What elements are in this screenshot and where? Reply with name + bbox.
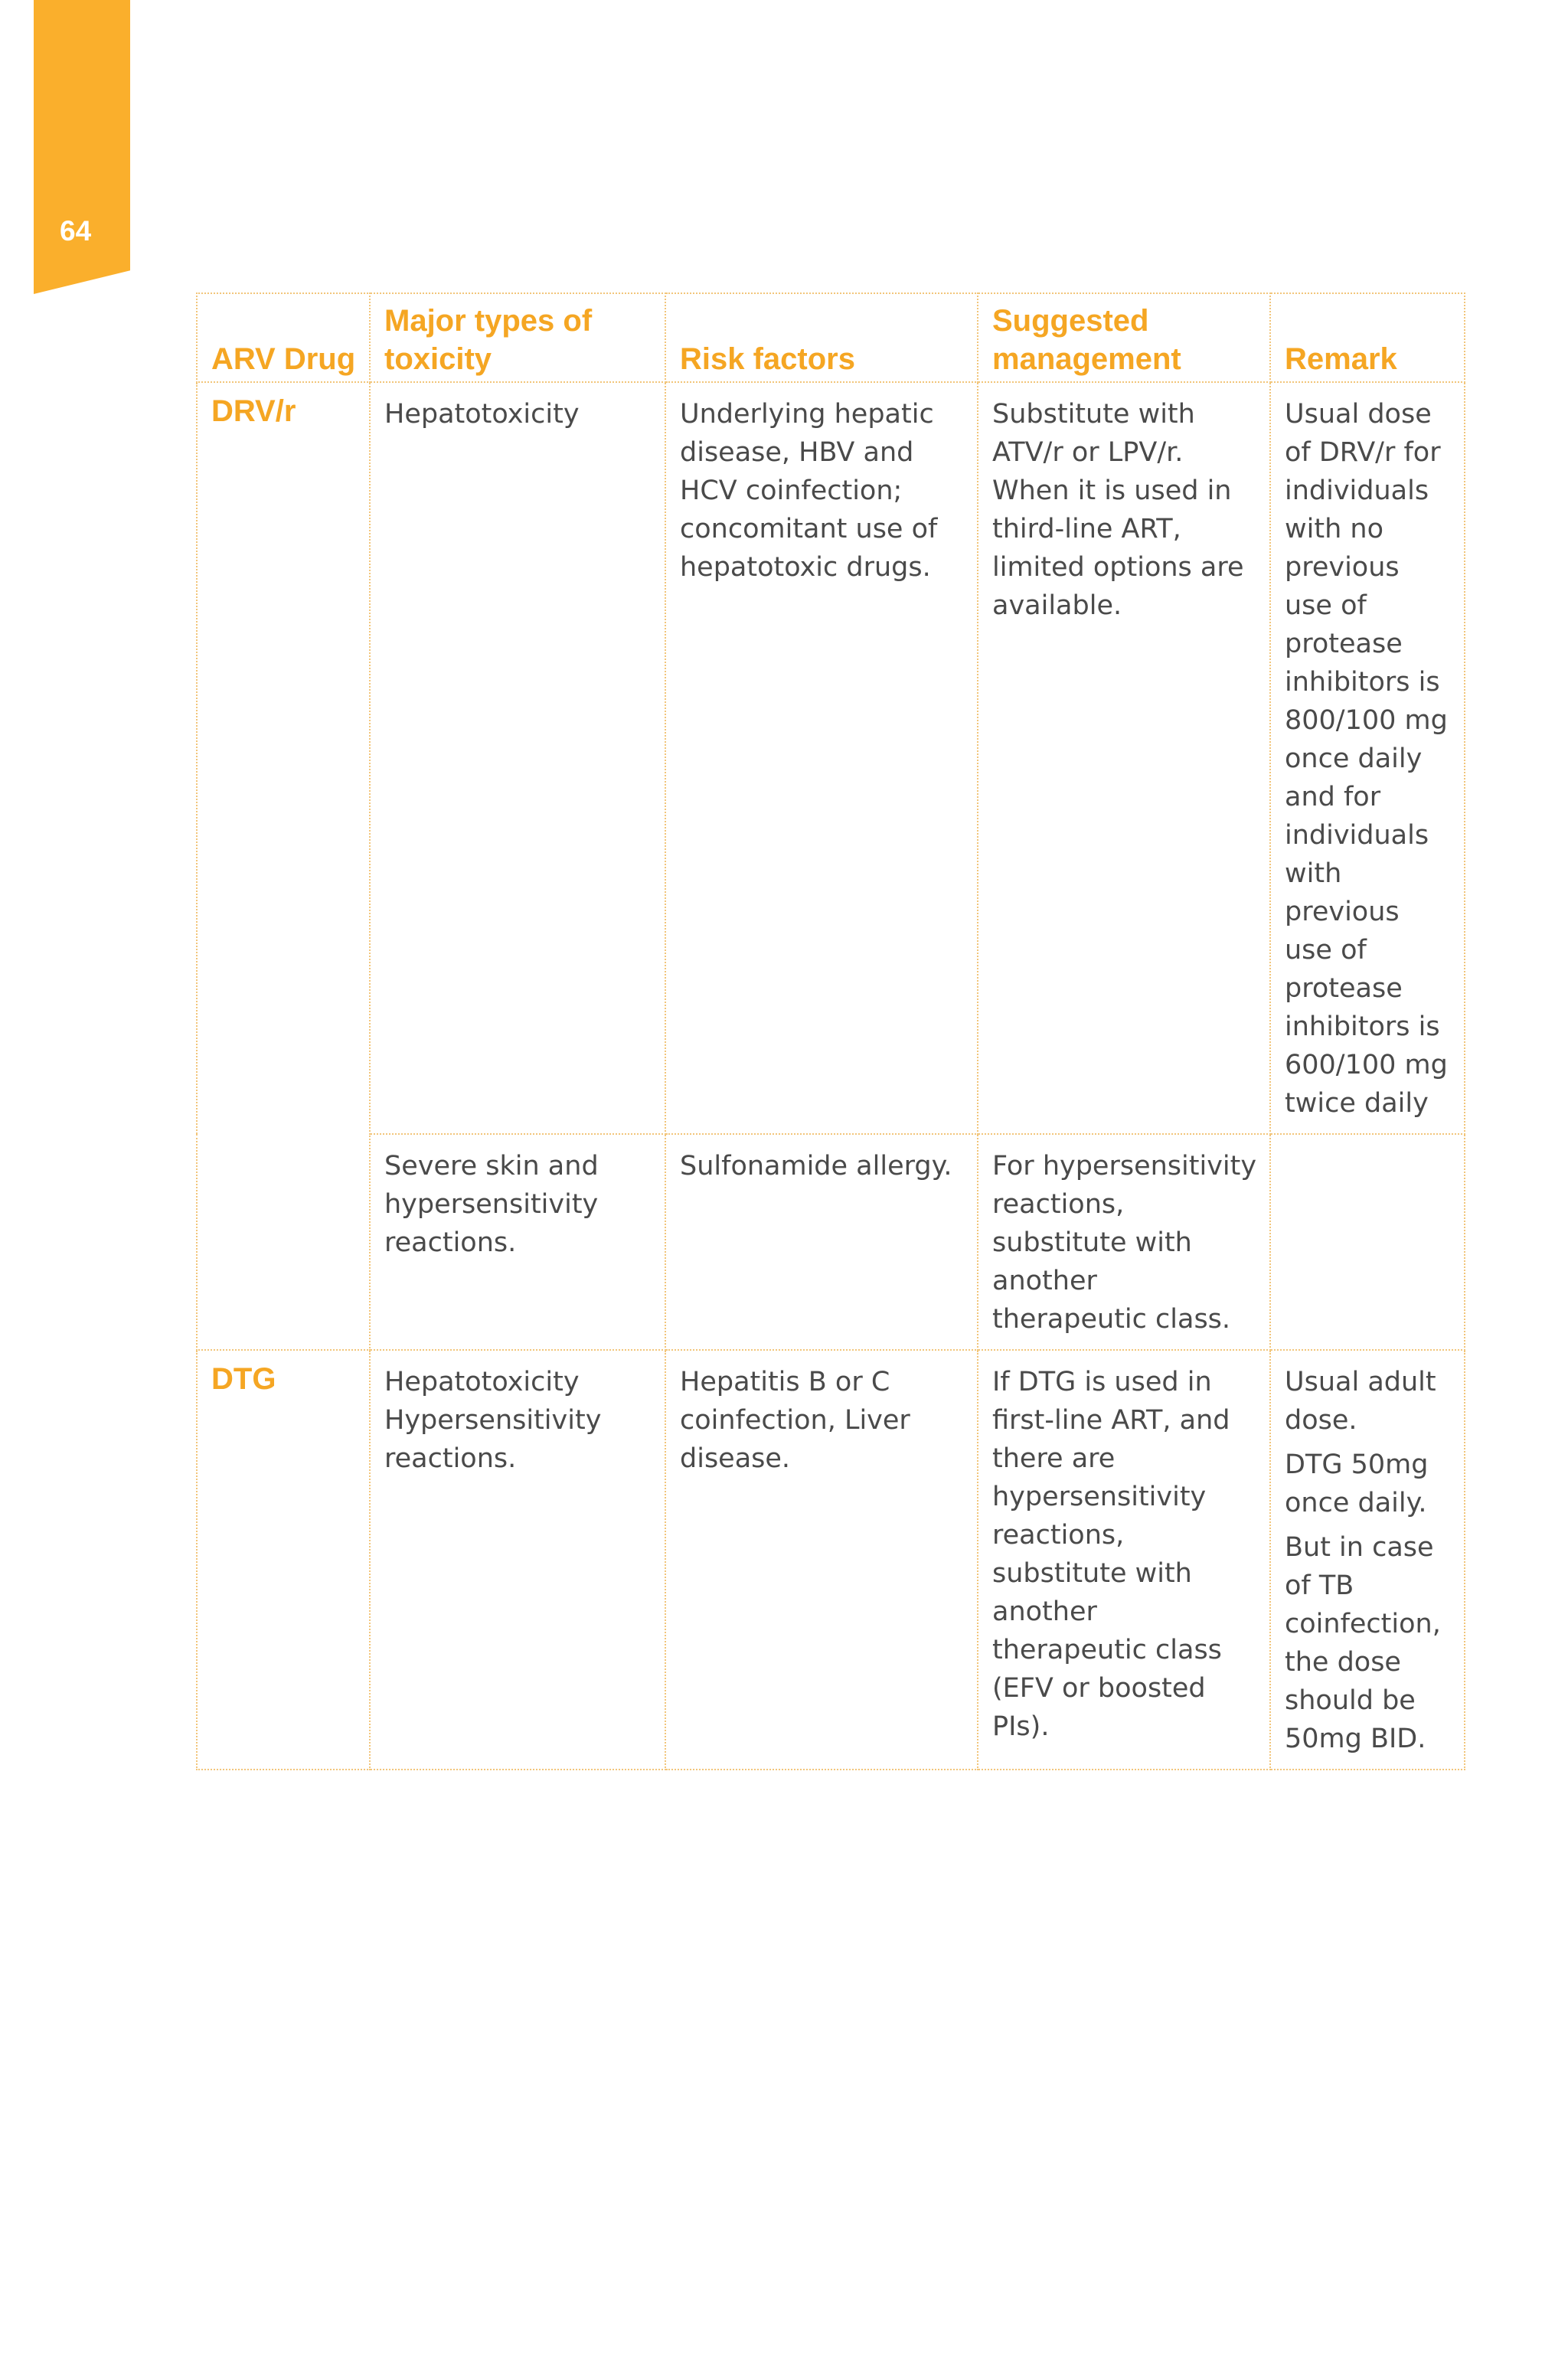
page-number: 64 [60,215,92,247]
page-number-tab [34,0,130,294]
table-row [197,382,1465,1134]
table-row [197,1350,1465,1770]
arv-toxicity-table [196,292,1465,1770]
table-row [197,1134,1465,1350]
drug-name-cell: DRV/r [197,382,370,1350]
header-arv-drug: ARV Drug [197,293,370,382]
table-header-row [197,293,1465,382]
header-major-toxicity: Major types of toxicity [370,293,665,382]
remark-text: But in case of TB coinfection, the dose should be 50mg BID. [1285,1532,1441,1754]
drug-name-cell: DTG [197,1350,370,1770]
management-cell: Substitute with ATV/r or LPV/r. When it is used in third-line ART, limited options are available. [978,382,1270,1134]
remark-cell-empty [1270,1134,1465,1350]
remark-text: Usual dose of DRV/r for individuals with no previous use of protease inhibitors is 800/100 mg once daily and for individuals with previous use of protease inhibitors is 600/100 mg twice daily [1285,399,1448,1119]
toxicity-line: Hypersensitivity reactions. [384,1405,602,1474]
risk-factors-cell: Sulfonamide allergy. [665,1134,978,1350]
remark-cell [1270,382,1465,1134]
management-cell: For hypersensitivity reactions, substitute with another therapeutic class. [978,1134,1270,1350]
risk-factors-cell: Hepatitis B or C coinfection, Liver disease. [665,1350,978,1770]
risk-factors-cell: Underlying hepatic disease, HBV and HCV coinfection; concomitant use of hepatotoxic drugs. [665,382,978,1134]
management-cell: If DTG is used in first-line ART, and there are hypersensitivity reactions, substitute with another therapeutic class (EFV or boosted PIs). [978,1350,1270,1770]
toxicity-cell: Hepatotoxicity [370,382,665,1134]
toxicity-cell: Severe skin and hypersensitivity reactions. [370,1134,665,1350]
remark-text: Usual adult dose. [1285,1367,1436,1436]
header-remark: Remark [1270,293,1465,382]
toxicity-line: Hepatotoxicity [384,1367,580,1397]
header-suggested-management: Suggested management [978,293,1270,382]
remark-cell [1270,1350,1465,1770]
remark-text: DTG 50mg once daily. [1285,1449,1429,1518]
header-risk-factors: Risk factors [665,293,978,382]
toxicity-cell [370,1350,665,1770]
